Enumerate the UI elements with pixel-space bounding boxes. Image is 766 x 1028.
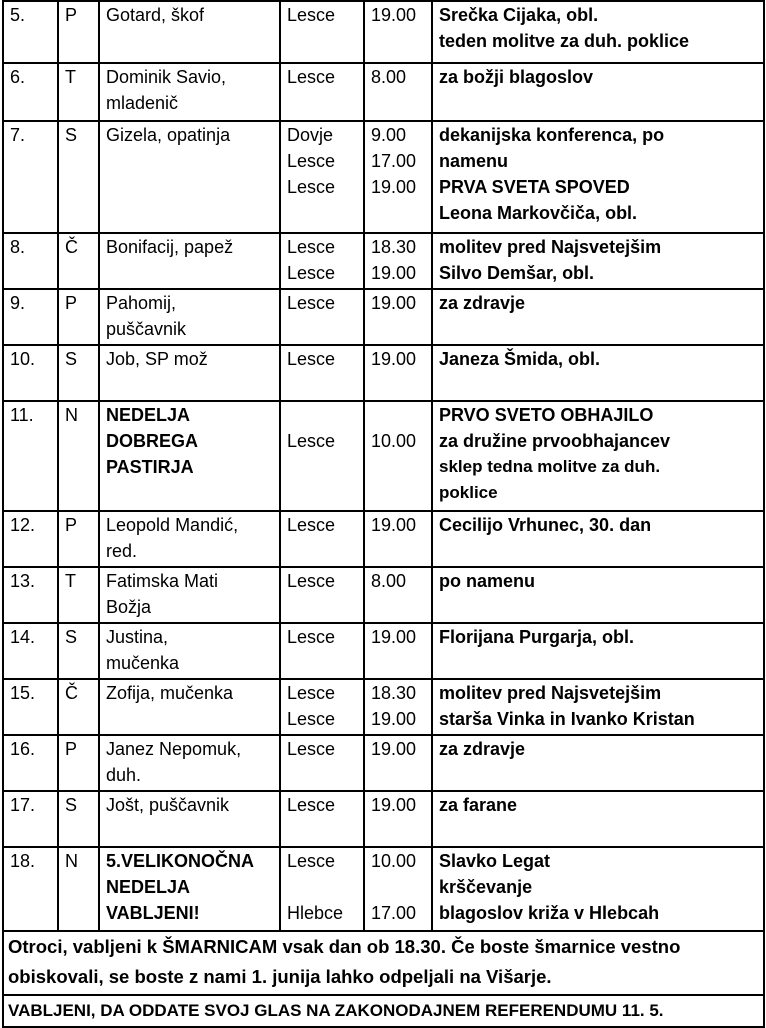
day-number xyxy=(3,401,58,511)
saint-line: Bonifacij, papež xyxy=(106,237,234,257)
day-number-text: 15. xyxy=(10,683,36,703)
saint-line: Zofija, mučenka xyxy=(106,683,234,703)
weekday xyxy=(58,847,99,931)
place-line: Lesce xyxy=(287,571,336,591)
intention xyxy=(432,847,764,931)
saint-line: Gizela, opatinja xyxy=(106,125,231,145)
time xyxy=(364,847,432,931)
weekday-text: Č xyxy=(65,683,78,703)
place xyxy=(280,511,364,567)
time xyxy=(364,401,432,511)
time xyxy=(364,623,432,679)
time-line xyxy=(371,402,425,428)
time-line: 19.00 xyxy=(371,515,417,535)
intention-line: molitev pred Najsvetejšim xyxy=(439,683,662,703)
saint-name xyxy=(99,679,280,735)
weekday xyxy=(58,289,99,345)
intention-line: za družine prvoobhajancev xyxy=(439,431,671,451)
place xyxy=(280,679,364,735)
schedule-row xyxy=(3,121,764,233)
day-number-text: 16. xyxy=(10,739,36,759)
place-line: Lesce xyxy=(287,627,336,647)
schedule-row xyxy=(3,345,764,401)
time xyxy=(364,233,432,289)
weekday xyxy=(58,511,99,567)
intention-line: Srečka Cijaka, obl. xyxy=(439,5,599,25)
saint-line: DOBREGA xyxy=(106,431,199,451)
day-number-text: 11. xyxy=(10,405,34,425)
day-number xyxy=(3,289,58,345)
weekday xyxy=(58,401,99,511)
saint-line: Leopold Mandić, xyxy=(106,515,239,535)
saint-line: 5.VELIKONOČNA xyxy=(106,851,255,871)
time-line: 9.00 xyxy=(371,125,407,145)
weekday-text: S xyxy=(65,125,78,145)
schedule-row xyxy=(3,233,764,289)
schedule-row xyxy=(3,847,764,931)
weekday xyxy=(58,63,99,121)
intention xyxy=(432,679,764,735)
referendum-notice: VABLJENI, DA ODDATE SVOJ GLAS NA ZAKONODAJNEM REFERENDUMU 11. 5. xyxy=(3,995,764,1027)
time-line: 19.00 xyxy=(371,739,417,759)
intention-line: Cecilijo Vrhunec, 30. dan xyxy=(439,515,652,535)
weekday-text: P xyxy=(65,515,78,535)
time-line: 8.00 xyxy=(371,67,407,87)
place-line: Lesce xyxy=(287,795,336,815)
day-number xyxy=(3,847,58,931)
time xyxy=(364,345,432,401)
intention xyxy=(432,289,764,345)
time-line: 18.30 xyxy=(371,683,417,703)
place-line: Lesce xyxy=(287,177,336,197)
place-line xyxy=(287,874,357,900)
saint-line: Jošt, puščavnik xyxy=(106,795,230,815)
schedule-row xyxy=(3,511,764,567)
place-line: Lesce xyxy=(287,349,336,369)
weekday-text: P xyxy=(65,739,78,759)
saint-name xyxy=(99,1,280,63)
intention-line: Florijana Purgarja, obl. xyxy=(439,627,635,647)
mass-schedule-table xyxy=(2,0,765,1028)
time xyxy=(364,1,432,63)
saint-name xyxy=(99,735,280,791)
place-line: Lesce xyxy=(287,151,336,171)
place xyxy=(280,289,364,345)
intention xyxy=(432,567,764,623)
time-line: 19.00 xyxy=(371,263,417,283)
intention-line: za farane xyxy=(439,795,518,815)
day-number-text: 10. xyxy=(10,349,36,369)
intention xyxy=(432,623,764,679)
place-line: Lesce xyxy=(287,67,336,87)
saint-name xyxy=(99,345,280,401)
schedule-row xyxy=(3,623,764,679)
day-number-text: 5. xyxy=(10,5,26,25)
place xyxy=(280,345,364,401)
day-number xyxy=(3,233,58,289)
saint-line: PASTIRJA xyxy=(106,457,194,477)
saint-line: VABLJENI! xyxy=(106,903,200,923)
time-line: 19.00 xyxy=(371,177,417,197)
time-line: 19.00 xyxy=(371,5,417,25)
place-line: Lesce xyxy=(287,5,336,25)
intention xyxy=(432,233,764,289)
time xyxy=(364,289,432,345)
weekday-text: S xyxy=(65,627,78,647)
place xyxy=(280,567,364,623)
time-line: 19.00 xyxy=(371,627,417,647)
schedule-row xyxy=(3,791,764,847)
intention-line: za zdravje xyxy=(439,293,526,313)
place xyxy=(280,63,364,121)
day-number xyxy=(3,791,58,847)
weekday-text: S xyxy=(65,349,78,369)
saint-line: NEDELJA xyxy=(106,877,191,897)
time-line: 17.00 xyxy=(371,151,417,171)
schedule-row xyxy=(3,735,764,791)
saint-name xyxy=(99,121,280,233)
time xyxy=(364,679,432,735)
time xyxy=(364,735,432,791)
intention-line: Janeza Šmida, obl. xyxy=(439,349,601,369)
time-line: 10.00 xyxy=(371,431,417,451)
intention-line: namenu xyxy=(439,151,509,171)
saint-name xyxy=(99,567,280,623)
intention-line: za božji blagoslov xyxy=(439,67,594,87)
time-line: 18.30 xyxy=(371,237,417,257)
time xyxy=(364,567,432,623)
day-number-text: 18. xyxy=(10,851,36,871)
day-number xyxy=(3,679,58,735)
schedule-row xyxy=(3,63,764,121)
weekday-text: P xyxy=(65,293,78,313)
saint-line: Justina, xyxy=(106,627,169,647)
intention xyxy=(432,401,764,511)
place-line: Lesce xyxy=(287,293,336,313)
time-line: 10.00 xyxy=(371,851,417,871)
weekday-text: T xyxy=(65,67,76,87)
weekday-text: N xyxy=(65,851,78,871)
intention-line: po namenu xyxy=(439,571,536,591)
saint-name xyxy=(99,289,280,345)
weekday-text: S xyxy=(65,795,78,815)
intention-line: dekanijska konferenca, po xyxy=(439,125,665,145)
day-number-text: 7. xyxy=(10,125,26,145)
saint-name xyxy=(99,847,280,931)
saint-name xyxy=(99,63,280,121)
intention-line: krščevanje xyxy=(439,877,533,897)
weekday xyxy=(58,121,99,233)
weekday-text: N xyxy=(65,405,78,425)
intention-line: Slavko Legat xyxy=(439,851,551,871)
place-line xyxy=(287,402,357,428)
intention-line: Silvo Demšar, obl. xyxy=(439,263,595,283)
weekday xyxy=(58,791,99,847)
place-line: Lesce xyxy=(287,431,336,451)
place xyxy=(280,233,364,289)
schedule-row xyxy=(3,401,764,511)
intention-line: teden molitve za duh. poklice xyxy=(439,31,690,51)
day-number xyxy=(3,345,58,401)
saint-line: NEDELJA xyxy=(106,405,191,425)
saint-name xyxy=(99,623,280,679)
place-line: Lesce xyxy=(287,515,336,535)
time-line xyxy=(371,874,425,900)
day-number-text: 12. xyxy=(10,515,36,535)
place xyxy=(280,401,364,511)
place xyxy=(280,735,364,791)
weekday xyxy=(58,233,99,289)
day-number xyxy=(3,121,58,233)
time-line: 8.00 xyxy=(371,571,407,591)
time xyxy=(364,791,432,847)
day-number xyxy=(3,567,58,623)
smarnice-notice: Otroci, vabljeni k ŠMARNICAM vsak dan ob 18.30. Če boste šmarnice vestno obiskovali, se boste z nami 1. junija lahko odpeljali na Višarje. xyxy=(3,931,764,995)
weekday-text: T xyxy=(65,571,76,591)
place xyxy=(280,1,364,63)
intention-line: blagoslov križa v Hlebcah xyxy=(439,903,660,923)
saint-line: Fatimska Mati xyxy=(106,571,219,591)
intention-line: sklep tedna molitve za duh. xyxy=(439,457,661,476)
intention xyxy=(432,121,764,233)
saint-name xyxy=(99,233,280,289)
intention xyxy=(432,791,764,847)
intention xyxy=(432,735,764,791)
time-line: 19.00 xyxy=(371,795,417,815)
saint-name xyxy=(99,791,280,847)
day-number-text: 14. xyxy=(10,627,36,647)
weekday xyxy=(58,567,99,623)
place-line: Lesce xyxy=(287,683,336,703)
intention xyxy=(432,511,764,567)
schedule-body xyxy=(3,1,764,931)
saint-line: Janez Nepomuk, xyxy=(106,739,242,759)
place xyxy=(280,791,364,847)
saint-line: puščavnik xyxy=(106,319,187,339)
time xyxy=(364,63,432,121)
intention-line: PRVO SVETO OBHAJILO xyxy=(439,405,654,425)
saint-line: Pahomij, xyxy=(106,293,177,313)
saint-name xyxy=(99,401,280,511)
weekday xyxy=(58,735,99,791)
saint-line: red. xyxy=(106,541,138,561)
place-line: Hlebce xyxy=(287,903,344,923)
intention xyxy=(432,63,764,121)
intention xyxy=(432,1,764,63)
place xyxy=(280,847,364,931)
place-line: Lesce xyxy=(287,739,336,759)
time-line: 19.00 xyxy=(371,709,417,729)
weekday xyxy=(58,623,99,679)
schedule-row xyxy=(3,567,764,623)
saint-line: mučenka xyxy=(106,653,180,673)
place xyxy=(280,623,364,679)
referendum-notice-row xyxy=(3,995,764,1027)
saint-line: Job, SP mož xyxy=(106,349,208,369)
schedule-row xyxy=(3,679,764,735)
schedule-row xyxy=(3,289,764,345)
place-line: Lesce xyxy=(287,237,336,257)
saint-name xyxy=(99,511,280,567)
place-line: Lesce xyxy=(287,851,336,871)
saint-line: Gotard, škof xyxy=(106,5,205,25)
time xyxy=(364,121,432,233)
place-line: Dovje xyxy=(287,125,334,145)
smarnice-notice-row xyxy=(3,931,764,995)
weekday-text: P xyxy=(65,5,78,25)
intention-line: za zdravje xyxy=(439,739,526,759)
intention-line: molitev pred Najsvetejšim xyxy=(439,237,662,257)
saint-line: duh. xyxy=(106,765,142,785)
time xyxy=(364,511,432,567)
day-number-text: 9. xyxy=(10,293,26,313)
intention xyxy=(432,345,764,401)
place-line: Lesce xyxy=(287,263,336,283)
weekday-text: Č xyxy=(65,237,78,257)
day-number xyxy=(3,511,58,567)
saint-line: Božja xyxy=(106,597,152,617)
day-number xyxy=(3,1,58,63)
schedule-row xyxy=(3,1,764,63)
saint-line: Dominik Savio, xyxy=(106,67,227,87)
weekday xyxy=(58,345,99,401)
day-number-text: 6. xyxy=(10,67,26,87)
day-number-text: 17. xyxy=(10,795,36,815)
intention-line: poklice xyxy=(439,483,498,502)
time-line: 17.00 xyxy=(371,903,417,923)
day-number xyxy=(3,63,58,121)
intention-line: Leona Markovčiča, obl. xyxy=(439,203,638,223)
weekday xyxy=(58,679,99,735)
day-number-text: 8. xyxy=(10,237,26,257)
intention-line: PRVA SVETA SPOVED xyxy=(439,177,630,197)
time-line: 19.00 xyxy=(371,293,417,313)
weekday xyxy=(58,1,99,63)
day-number xyxy=(3,623,58,679)
day-number xyxy=(3,735,58,791)
saint-line: mladenič xyxy=(106,93,179,113)
time-line: 19.00 xyxy=(371,349,417,369)
intention-line: starša Vinka in Ivanko Kristan xyxy=(439,709,695,729)
day-number-text: 13. xyxy=(10,571,36,591)
place-line: Lesce xyxy=(287,709,336,729)
place xyxy=(280,121,364,233)
